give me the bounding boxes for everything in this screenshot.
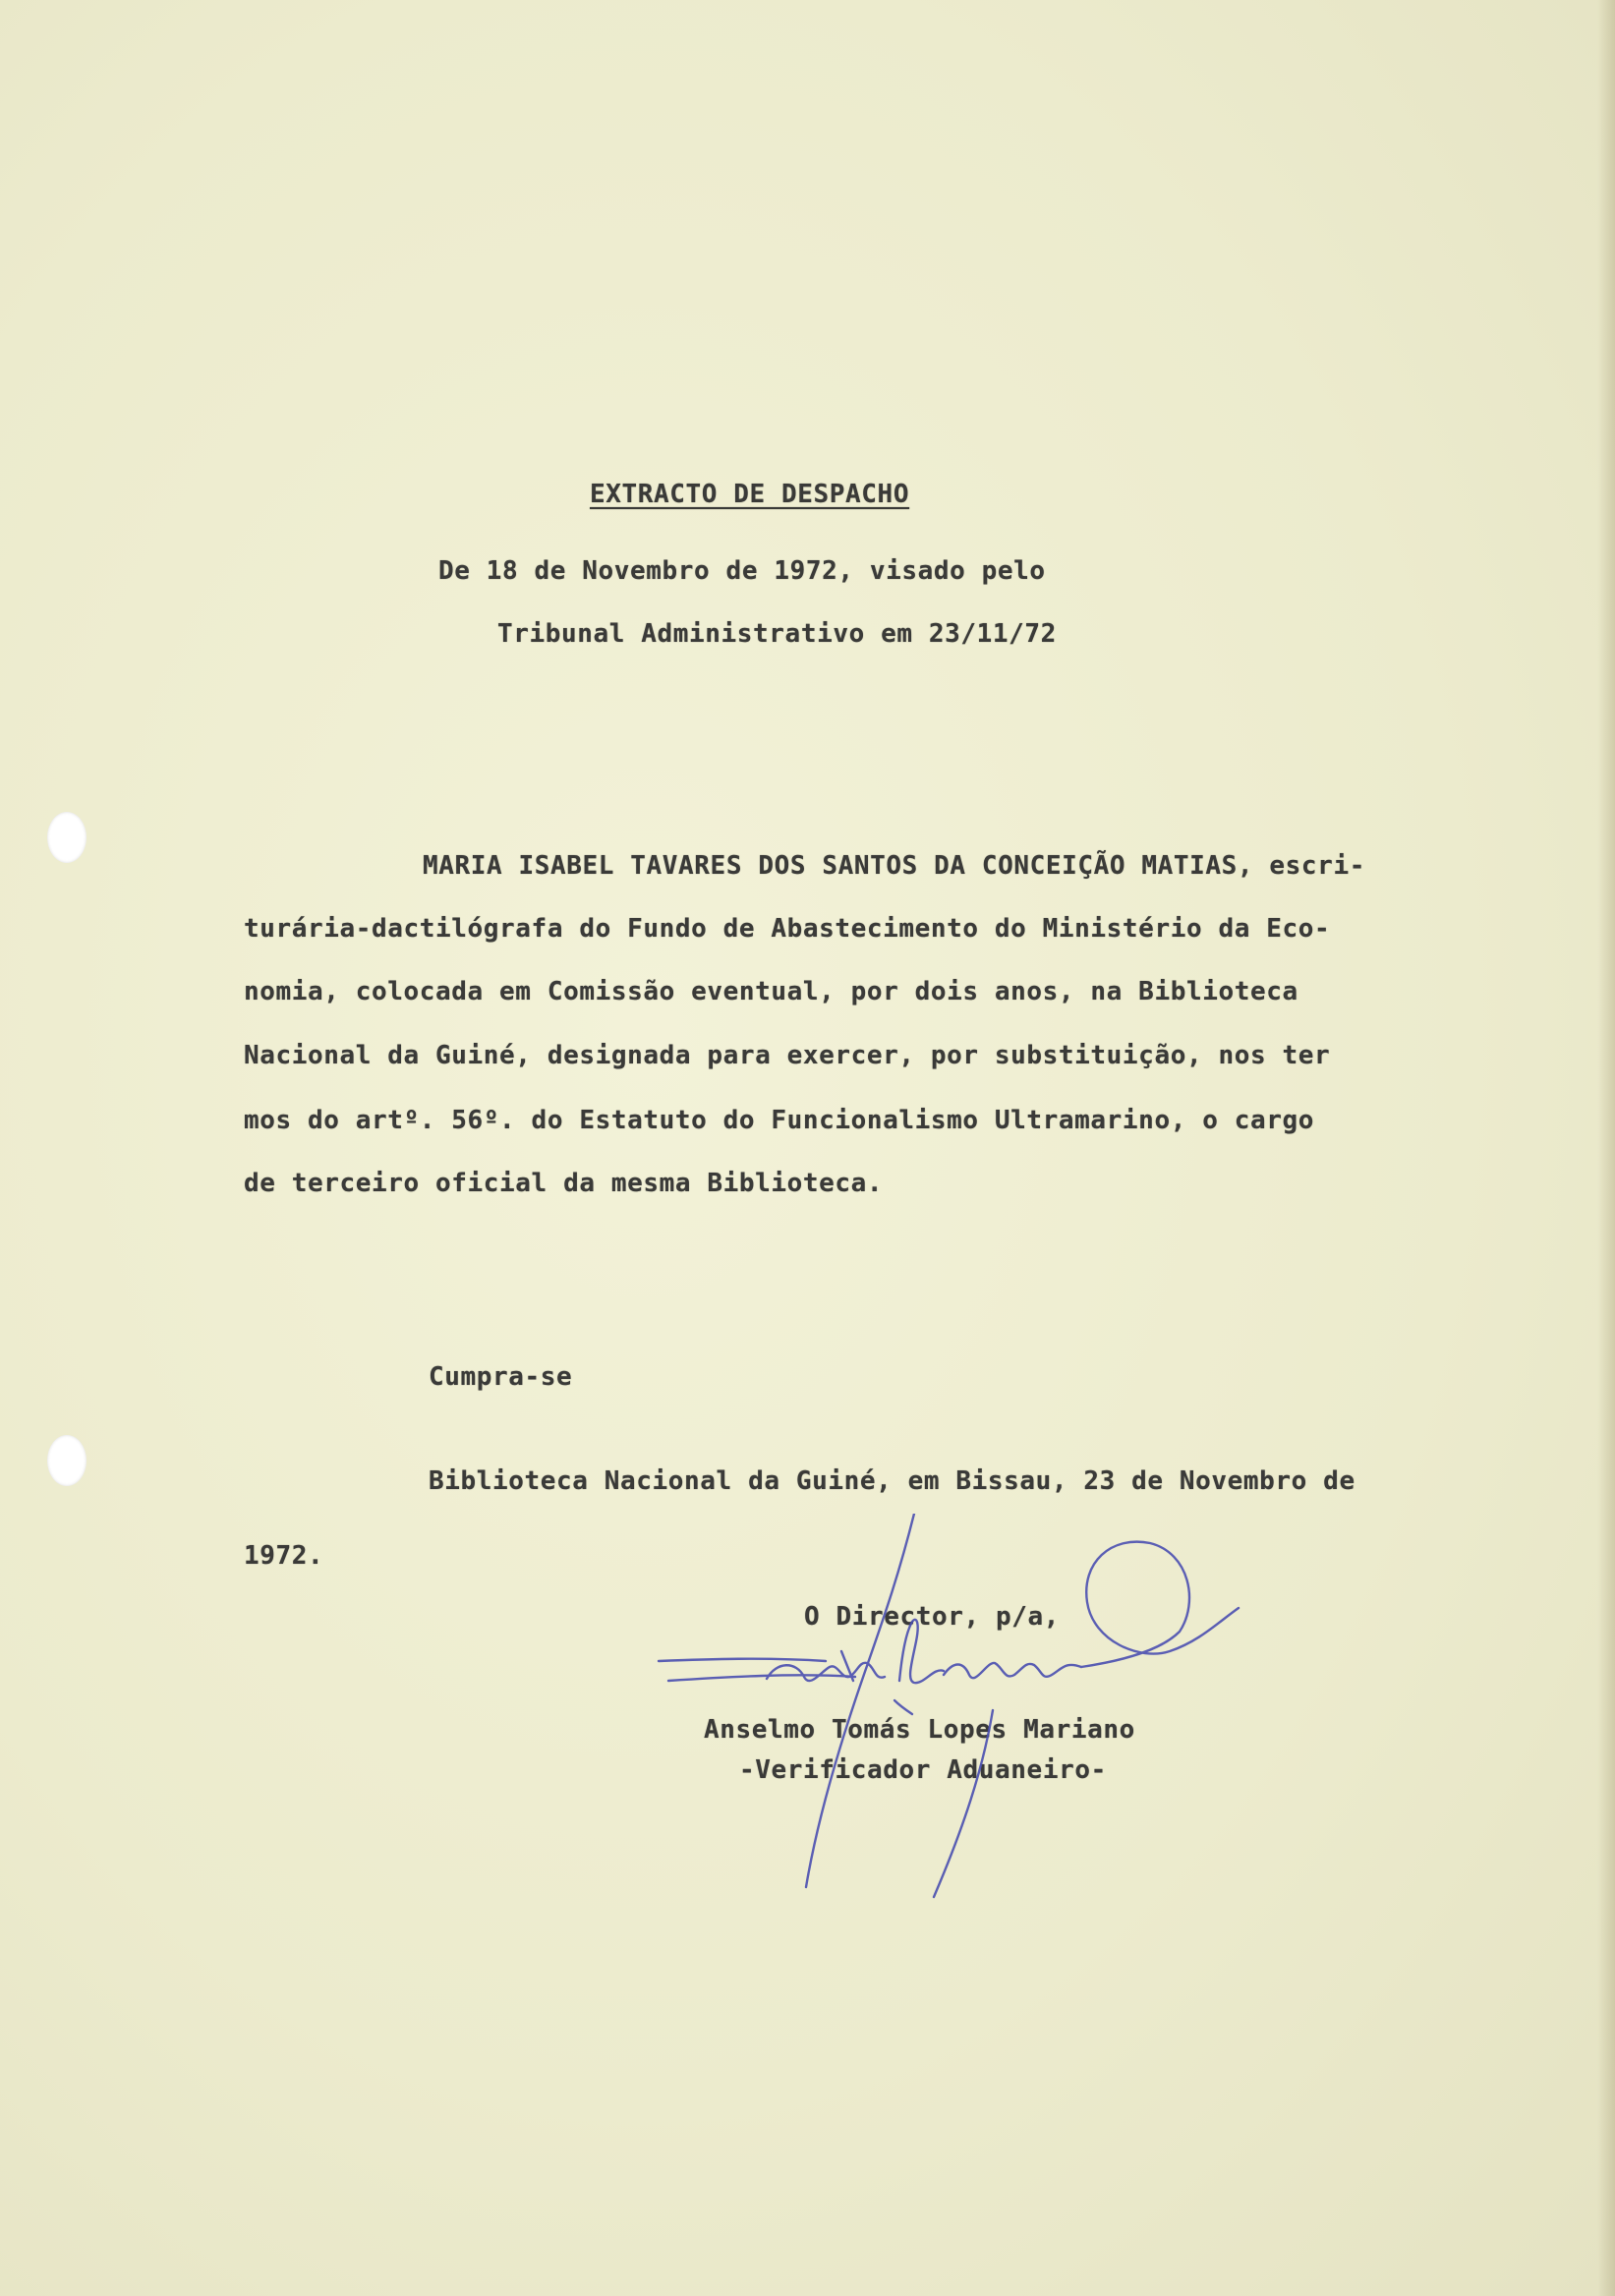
- closing-formula: Cumpra-se: [429, 1362, 573, 1392]
- dispatch-date-line: De 18 de Novembro de 1972, visado pelo: [438, 556, 1046, 586]
- body-line: Nacional da Guiné, designada para exercer, por substituição, nos ter: [244, 1041, 1331, 1070]
- place-date-year: 1972.: [244, 1541, 324, 1571]
- document-title: EXTRACTO DE DESPACHO: [590, 480, 910, 509]
- tribunal-visa-line: Tribunal Administrativo em 23/11/72: [497, 619, 1057, 649]
- signatory-name: Anselmo Tomás Lopes Mariano: [704, 1715, 1135, 1745]
- body-line: turária-dactilógrafa do Fundo de Abastecimento do Ministério da Eco-: [244, 914, 1331, 944]
- punch-hole-bottom: [47, 1435, 87, 1486]
- body-line: mos do artº. 56º. do Estatuto do Funcionalismo Ultramarino, o cargo: [244, 1106, 1314, 1135]
- handwritten-signature: [649, 1514, 1258, 1907]
- signatory-title: O Director, p/a,: [804, 1602, 1061, 1632]
- body-line: nomia, colocada em Comissão eventual, por dois anos, na Biblioteca: [244, 977, 1298, 1006]
- body-line: de terceiro oficial da mesma Biblioteca.: [244, 1169, 884, 1198]
- place-date-line: Biblioteca Nacional da Guiné, em Bissau, 23 de Novembro de: [429, 1466, 1355, 1496]
- punch-hole-top: [47, 812, 87, 863]
- signatory-role: -Verificador Aduaneiro-: [739, 1755, 1107, 1785]
- page-edge-shadow: [1597, 0, 1615, 2296]
- body-line: MARIA ISABEL TAVARES DOS SANTOS DA CONCEIÇÃO MATIAS, escri-: [423, 851, 1365, 881]
